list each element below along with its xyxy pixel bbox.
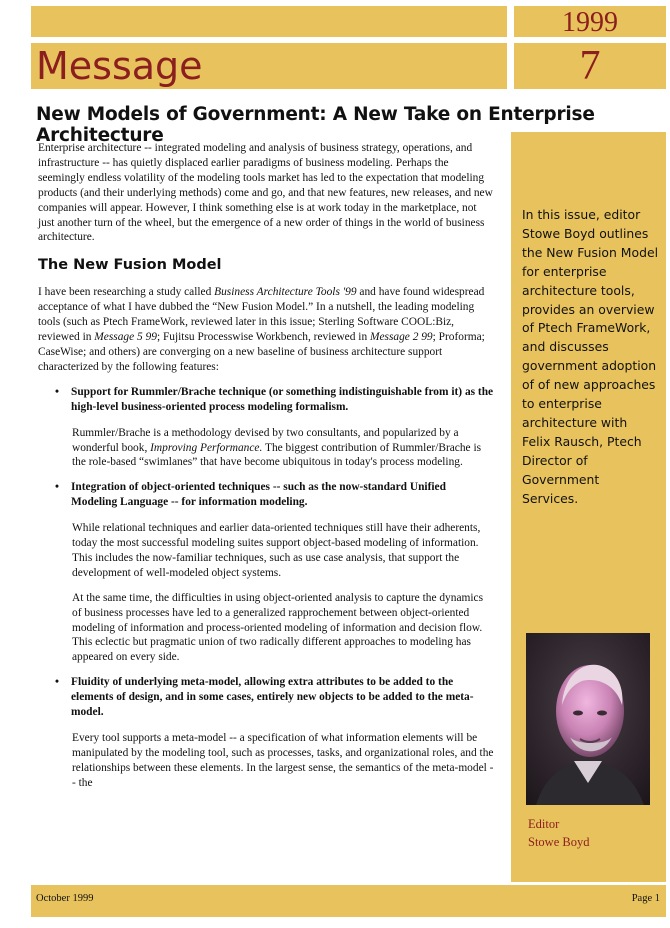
editor-portrait-image [526, 633, 650, 805]
bullet-dot: • [55, 385, 59, 398]
paragraph-oo-2: At the same time, the difficulties in using object-oriented analysis to capture the dynamics of business processes have led to a generalized rapprochement between object-oriented modeling of information and process-oriented modeling of information and decision flow. This eclectic but pragmatic union of two radically different approaches to modeling has appeared on every side. [72, 591, 484, 664]
bullet-item [55, 675, 494, 720]
intro-paragraph: Enterprise architecture -- integrated modeling and analysis of business strategy, operations, and infrastructure -- has quietly displaced earlier paradigms of business modeling. Perhaps the seemingly endless volatility of the modeling tools market has led to the expectation that modeling products (and their underlying methods) come and go, and that new features, new releases, and new companies will appear. However, I think something else is at work today in the marketplace, not just another turn of the wheel, but the emergence of a new order of things in the world of business architecture. [38, 142, 493, 244]
bullet-item [55, 385, 494, 415]
footer-page-number: Page 1 [631, 893, 660, 904]
issue-ref: Message 5 99 [94, 331, 157, 344]
caption-role: Editor [528, 817, 560, 831]
editor-photo [526, 633, 650, 805]
paragraph-oo-1: While relational techniques and earlier data-oriented techniques still have their adherents, today the most successful modeling suites support object-based modeling of information. This includes the now-familiar techniques, such as use case analysis, that support the development of well-modeled object systems. [72, 522, 481, 579]
footer-date: October 1999 [36, 893, 94, 904]
paragraph-metamodel: Every tool supports a meta-model -- a specification of what information elements will be manipulated by the modeling tool, such as processes, tasks, and organizational roles, and the relationships between these elements. In the largest sense, the semantics of the meta-model -- the [72, 732, 494, 789]
sidebar-summary: In this issue, editor Stowe Boyd outlines the New Fusion Model for enterprise architecture tools, provides an overview of Ptech FrameWork, and discusses government adoption of of new approaches to enterprise architecture with Felix Rausch, Ptech Director of Government Services. [522, 207, 659, 506]
issue-number: 7 [579, 43, 601, 89]
header-band-top [31, 6, 507, 37]
bullet-dot: • [55, 676, 59, 689]
section-heading: The New Fusion Model [38, 257, 222, 274]
issue-year: 1999 [562, 7, 618, 38]
paragraph-rummler [72, 426, 494, 471]
text-span: The biggest contribution of Rummler/Brache is the role-based “swimlanes” that have become ubiquitous in today's process modeling. [72, 441, 482, 469]
text-span: Rummler/Brache is a methodology devised by two consultants, and popularized by a wonderful book, [72, 426, 459, 454]
issue-ref: Message 2 99 [369, 331, 433, 344]
text-span: ; Fujitsu Processwise Workbench, reviewed in [156, 331, 370, 344]
bullet-item [55, 480, 494, 510]
masthead-title: Message [36, 44, 203, 88]
text-span: I have been researching a study called [38, 286, 215, 299]
bullet-text: Integration of object-oriented techniques -- such as the now-standard Unified Modeling Language -- for information modeling. [71, 481, 446, 509]
photo-caption [528, 815, 589, 851]
study-title: Business Architecture Tools '99 [214, 286, 357, 299]
article-body [38, 141, 494, 801]
bullet-dot: • [55, 481, 59, 494]
book-title: Improving Performance. [150, 441, 263, 454]
article-headline: New Models of Government: A New Take on Enterprise Architecture [36, 104, 595, 146]
text-span: and have found widespread acceptance of what I have dubbed the “New Fusion Model.” In a nutshell, the leading modeling tools (such as Ptech FrameWork, reviewed later in this issue; Sterling Software COOL:Biz, reviewed in [38, 286, 485, 344]
bullet-text: Fluidity of underlying meta-model, allowing extra attributes to be added to the elements of design, and in some cases, entirely new objects to be added to the meta-model. [71, 676, 474, 719]
footer-band [31, 885, 666, 917]
paragraph-study [38, 285, 494, 374]
bullet-text: Support for Rummler/Brache technique (or something indistinguishable from it) as the high-level business-oriented process modeling formalism. [71, 385, 494, 413]
caption-name: Stowe Boyd [528, 835, 590, 849]
text-span: ; Proforma; CaseWise; and others) are converging on a new baseline of business architecture support characterized by the following features: [38, 331, 485, 373]
